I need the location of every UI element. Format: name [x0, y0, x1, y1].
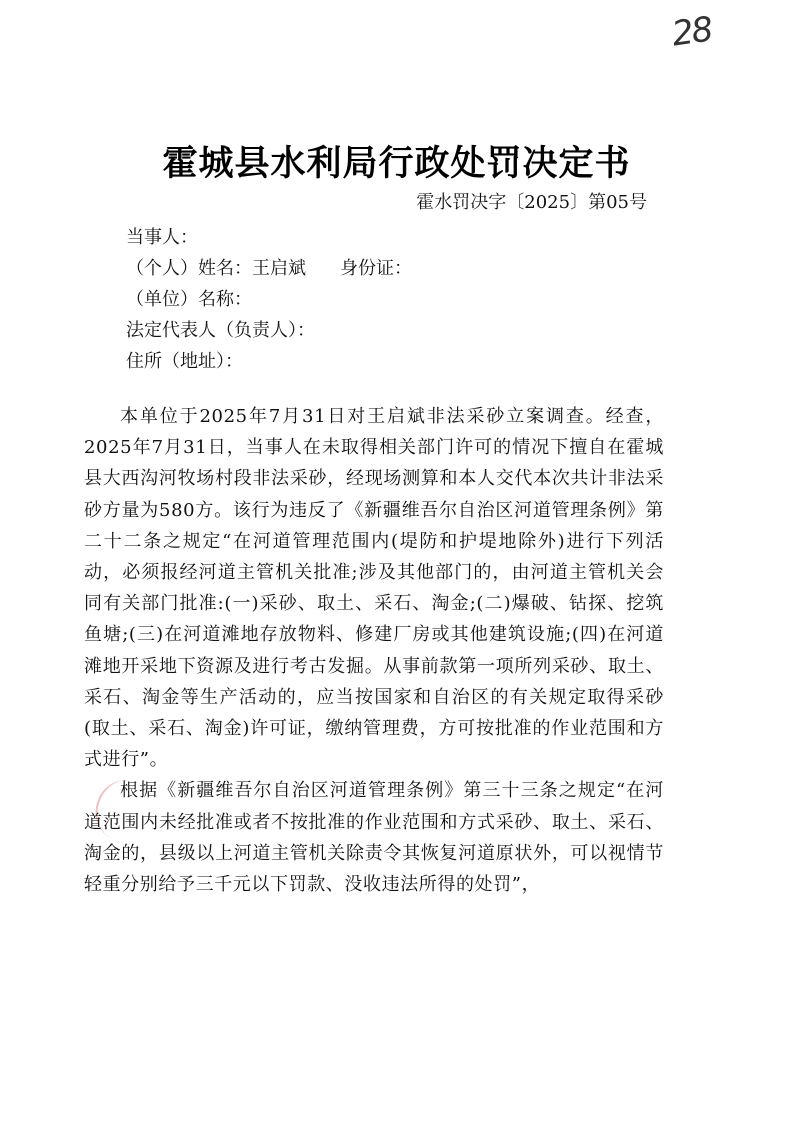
document-title: 霍城县水利局行政处罚决定书 [162, 144, 631, 184]
individual-line [126, 253, 412, 284]
handwritten-page-number: 28 [669, 9, 714, 55]
body-paragraph-basis: 根据《新疆维吾尔自治区河道管理条例》第三十三条之规定“在河道范围内未经批准或者不按批准的作业范围和方式采砂、取土、采石、淘金的，县级以上河道主管机关除责令其恢复河道原状外，可以视情节轻重分别给予三千元以下罚款、没收违法所得的处罚”， [84, 780, 664, 896]
address: 住所（地址）： [126, 351, 243, 372]
individual-name: （个人）姓名：王启斌 [126, 258, 306, 279]
document-body [84, 401, 664, 900]
body-paragraph-facts: 本单位于2025年7月31日对王启斌非法采砂立案调查。经查，2025年7月31日，当事人在未取得相关部门许可的情况下擅自在霍城县大西沟河牧场村段非法采砂，经现场测算和本人交代本次共计非法采砂方量为580方。该行为违反了《新疆维吾尔自治区河道管理条例》第二十二条之规定“在河道管理范围内(堤防和护堤地除外)进行下列活动，必须报经河道主管机关批准;涉及其他部门的，由河道主管机关会同有关部门批准:(一)采砂、取土、采石、淘金;(二)爆破、钻探、挖筑鱼塘;(三)在河道滩地存放物料、修建厂房或其他建筑设施;(四)在河道滩地开采地下资源及进行考古发掘。从事前款第一项所列采砂、取土、采石、淘金等生产活动的，应当按国家和自治区的有关规定取得采砂(取土、采石、淘金)许可证，缴纳管理费，方可按批准的作业范围和方式进行”。 [84, 406, 665, 771]
party-info [126, 222, 412, 377]
legal-representative: 法定代表人（负责人）： [126, 320, 315, 341]
document-number: 霍水罚决字〔2025〕第05号 [416, 192, 647, 213]
party-label: 当事人： [126, 227, 198, 248]
individual-id: 身份证： [340, 258, 412, 279]
unit-name: （单位）名称： [126, 289, 252, 310]
